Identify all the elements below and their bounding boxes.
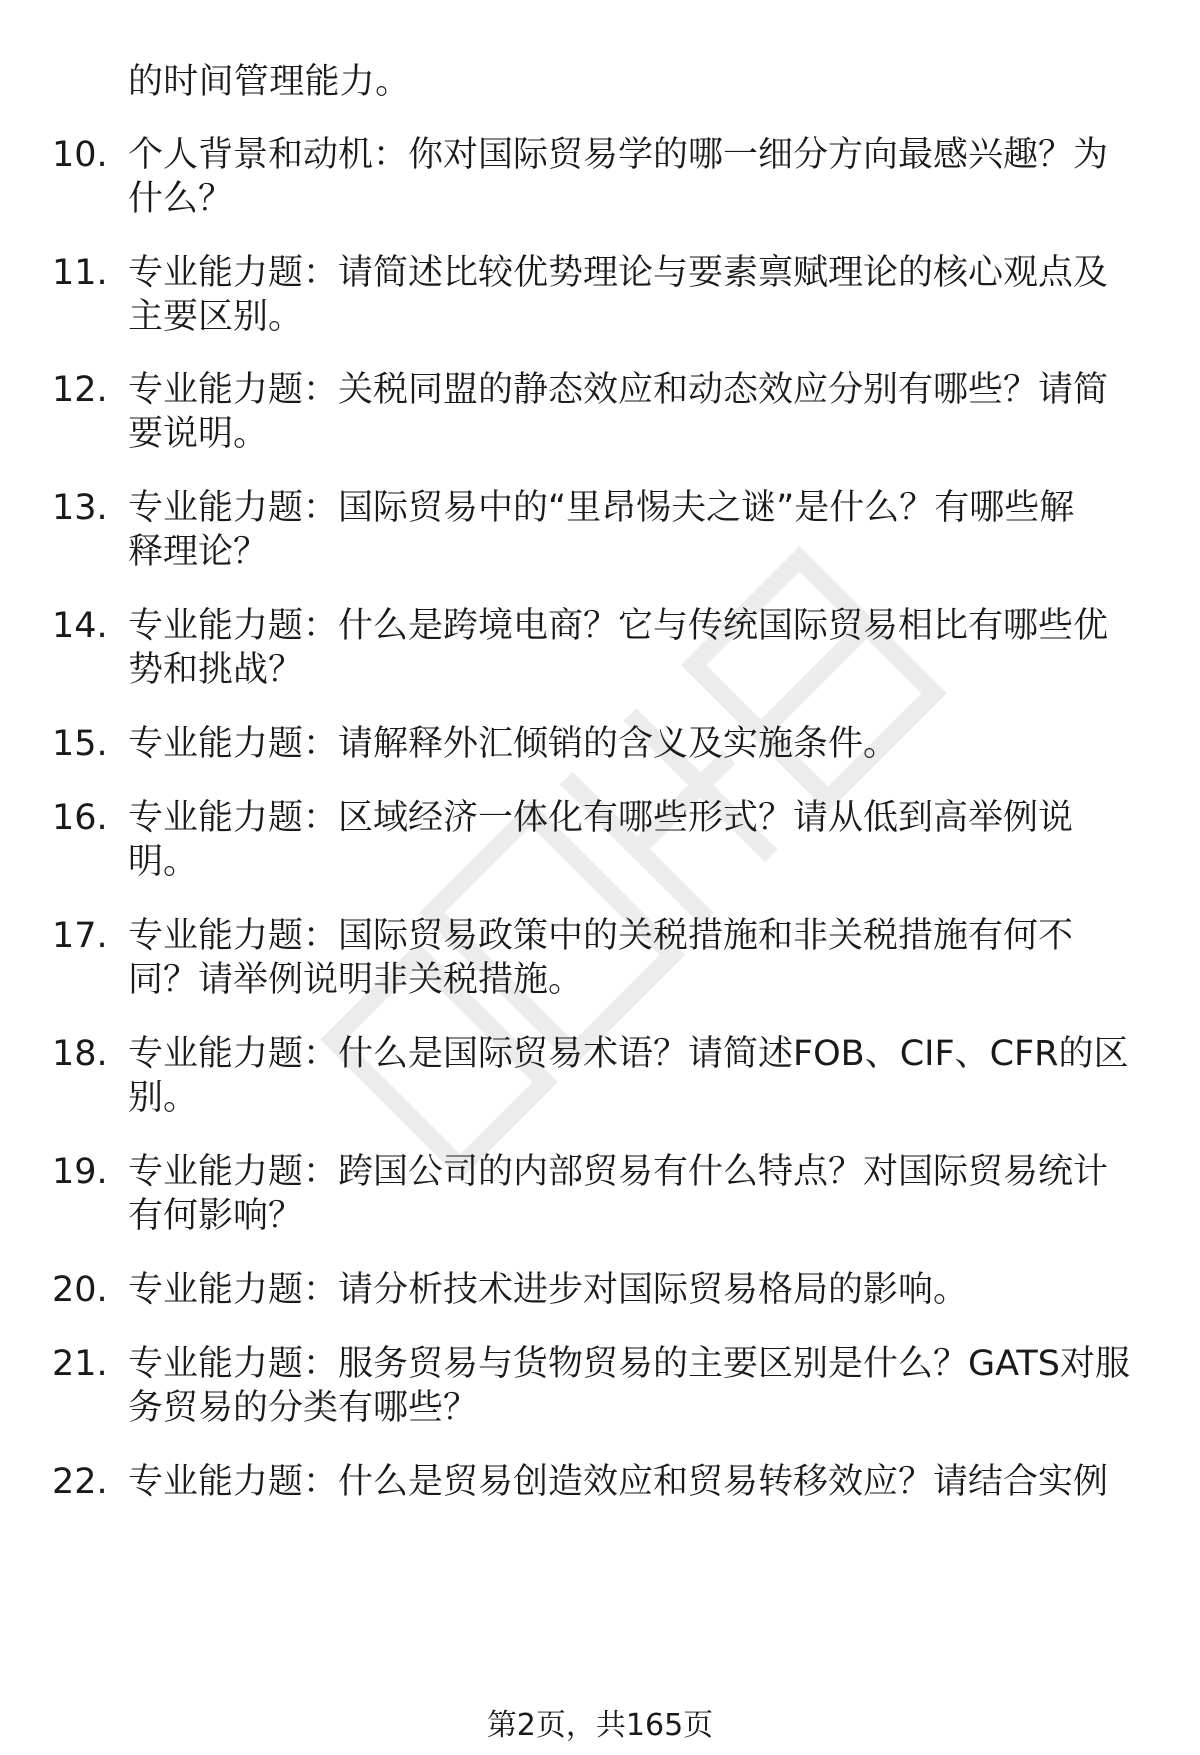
item-text-line2: 势和挑战？ xyxy=(128,650,304,690)
item-number: 18. xyxy=(52,1034,108,1074)
item-text-line1: 个人背景和动机：你对国际贸易学的哪一细分方向最感兴趣？为 xyxy=(128,135,1109,175)
item-text-line1: 专业能力题：什么是国际贸易术语？请简述FOB、CIF、CFR的区 xyxy=(128,1034,1129,1074)
item-number: 13. xyxy=(52,488,108,528)
item-number: 15. xyxy=(52,724,108,764)
item-text-line1: 专业能力题：服务贸易与货物贸易的主要区别是什么？GATS对服 xyxy=(128,1344,1130,1384)
item-number: 11. xyxy=(52,253,108,293)
item-text-line2: 别。 xyxy=(128,1078,199,1118)
item-text-line1: 专业能力题：关税同盟的静态效应和动态效应分别有哪些？请简 xyxy=(128,370,1109,410)
item-text-line1: 专业能力题：什么是贸易创造效应和贸易转移效应？请结合实例 xyxy=(128,1462,1109,1502)
item-text-line2: 主要区别。 xyxy=(128,297,304,337)
item-number: 21. xyxy=(52,1344,108,1384)
item-text-line1: 专业能力题：请分析技术进步对国际贸易格局的影响。 xyxy=(128,1270,969,1310)
item-number: 22. xyxy=(52,1462,108,1502)
page-footer: 第2页，共165页 xyxy=(486,1708,714,1743)
item-text-line1: 专业能力题：什么是跨境电商？它与传统国际贸易相比有哪些优 xyxy=(128,606,1109,646)
item-text-line1: 专业能力题：跨国公司的内部贸易有什么特点？对国际贸易统计 xyxy=(128,1152,1109,1192)
item-text-line1: 专业能力题：国际贸易中的“里昂惕夫之谜”是什么？有哪些解 xyxy=(128,488,1075,528)
item-text-line2: 务贸易的分类有哪些？ xyxy=(128,1388,479,1428)
item-number: 20. xyxy=(52,1270,108,1310)
item-number: 10. xyxy=(52,135,108,175)
item-text-line2: 有何影响？ xyxy=(128,1196,304,1236)
intro-continuation: 的时间管理能力。 xyxy=(128,62,411,102)
item-number: 17. xyxy=(52,916,108,956)
item-text-line1: 专业能力题：国际贸易政策中的关税措施和非关税措施有何不 xyxy=(128,916,1074,956)
item-text-line1: 专业能力题：请简述比较优势理论与要素禀赋理论的核心观点及 xyxy=(128,253,1109,293)
item-text-line2: 释理论？ xyxy=(128,532,269,572)
item-text-line2: 什么？ xyxy=(128,179,234,219)
item-text-line2: 要说明。 xyxy=(128,414,269,454)
item-number: 14. xyxy=(52,606,108,646)
item-text-line1: 专业能力题：区域经济一体化有哪些形式？请从低到高举例说 xyxy=(128,798,1074,838)
item-text-line1: 专业能力题：请解释外汇倾销的含义及实施条件。 xyxy=(128,724,899,764)
item-number: 12. xyxy=(52,370,108,410)
item-text-line2: 明。 xyxy=(128,842,199,882)
item-number: 16. xyxy=(52,798,108,838)
item-number: 19. xyxy=(52,1152,108,1192)
item-text-line2: 同？请举例说明非关税措施。 xyxy=(128,960,584,1000)
